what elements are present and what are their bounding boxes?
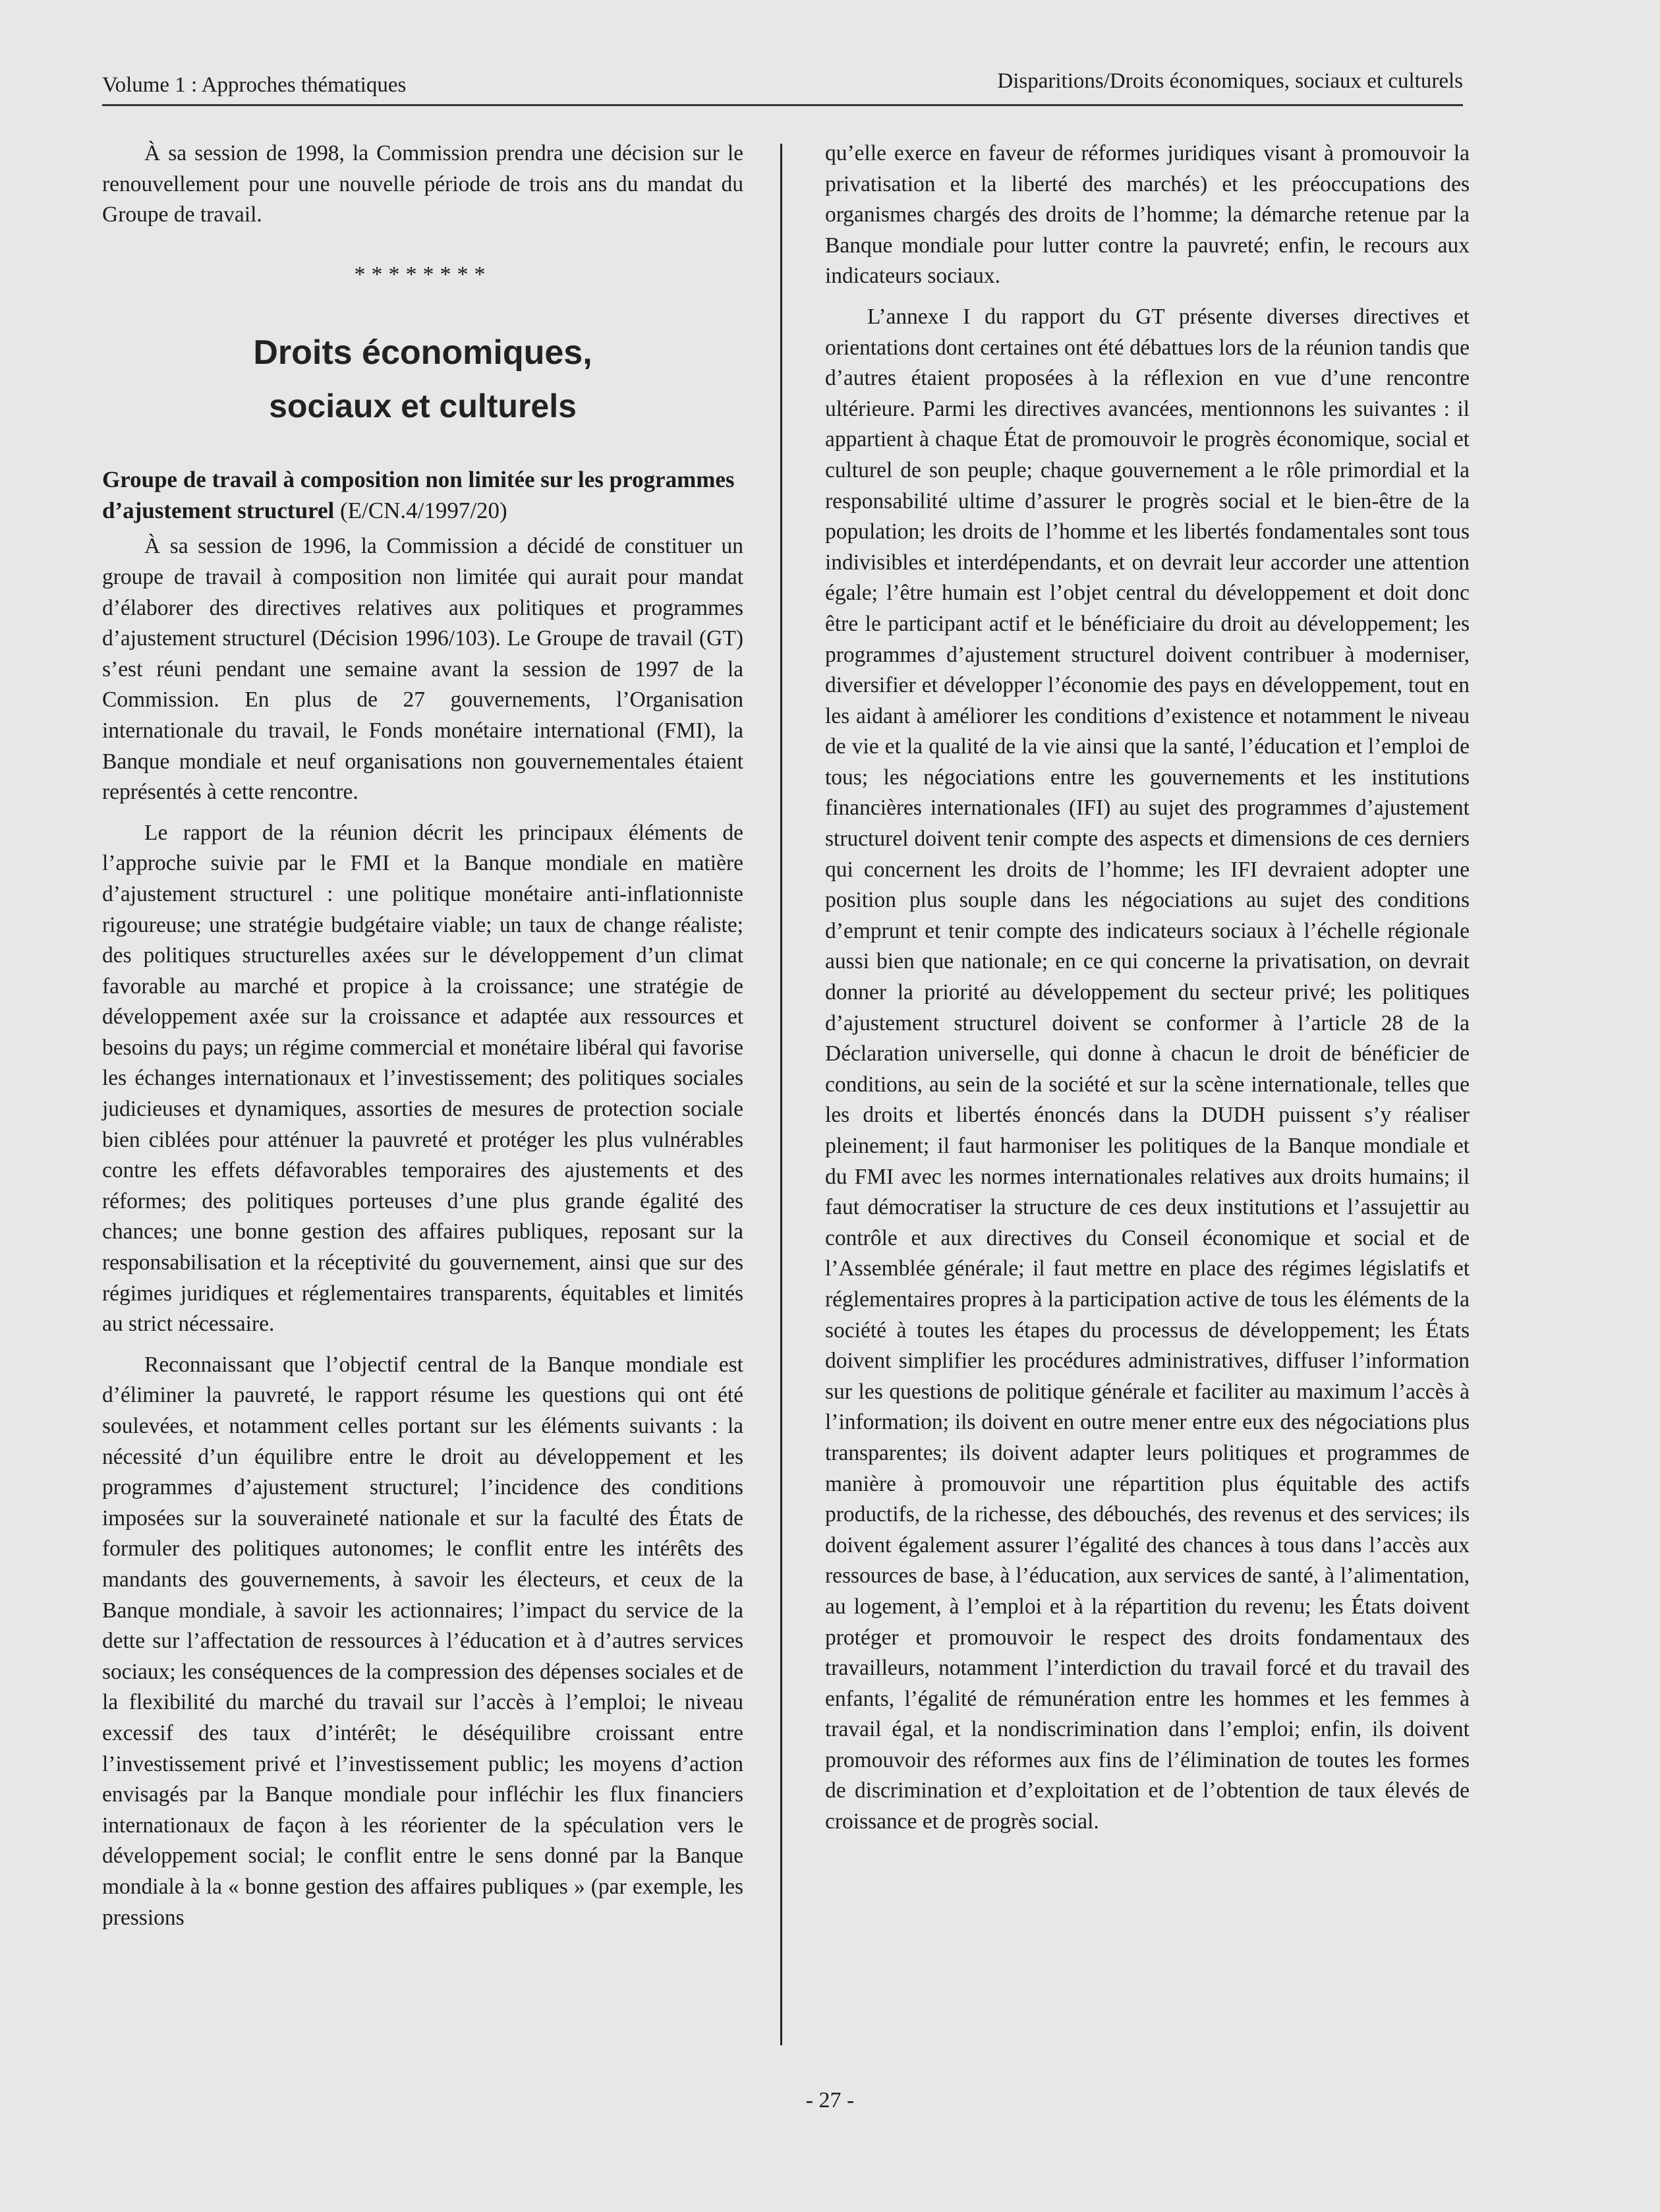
section-title-line-2: sociaux et culturels	[269, 388, 577, 425]
body-paragraph: Reconnaissant que l’objectif central de la Banque mondiale est d’éliminer la pauvreté, le rapport résume les questions qui ont été soulevées, et notamment celles portant sur les éléments suivants : la nécessité d’un équilibre entre le droit au développement et les programmes d’ajustement structurel; l’incidence des conditions imposées sur la souveraineté nationale et sur la faculté des États de formuler des politiques autonomes; le conflit entre les intérêts des mandants des gouvernements, à savoir les électeurs, et ceux de la Banque mondiale, à savoir les actionnaires; l’impact du service de la dette sur l’affectation de ressources à l’éducation et à d’autres services sociaux; les conséquences de la compression des dépenses sociales et de la flexibilité du marché du travail sur l’accès à l’emploi; le niveau excessif des taux d’intérêt; le déséquilibre croissant entre l’investissement privé et l’investissement public; les moyens d’action envisagés par la Banque mondiale pour infléchir les flux financiers internationaux de façon à les réorienter de la spéculation vers le développement social; le conflit entre le sens donné par la Banque mondiale à la « bonne gestion des affaires publiques » (par exemple, les pressions	[102, 1352, 743, 1930]
header-volume-title: Volume 1 : Approches thématiques	[102, 73, 407, 97]
intro-paragraph: À sa session de 1998, la Commission prendra une décision sur le renouvellement pour une nouvelle période de trois ans du mandat du Groupe de travail.	[102, 141, 743, 227]
body-paragraph: L’annexe I du rapport du GT présente diverses directives et orientations dont certaines ont été débattues lors de la réunion tandis que d’autres étaient proposées à la réflexion en vue d’une rencontre ultérieure. Parmi les directives avancées, mentionnons les suivantes : il appartient à chaque État de promouvoir le progrès économique, social et culturel de son peuple; chaque gouvernement a le rôle primordial et la responsabilité ultime d’assurer le progrès social et le bien-être de la population; les droits de l’homme et les libertés fondamentales sont tous indivisibles et interdépendants, et on devrait leur accorder une attention égale; l’être humain est l’objet central du développement et doit donc être le participant actif et le bénéficiaire du droit au développement; les programmes d’ajustement structurel doivent contribuer à moderniser, diversifier et développer l’économie des pays en développement, tout en les aidant à améliorer les conditions d’existence et notamment le niveau de vie et la qualité de la vie ainsi que la santé, l’éducation et l’emploi de tous; les négociations entre les gouvernements et les institutions financières internationales (IFI) au sujet des programmes d’ajustement structurel doivent tenir compte des aspects et dimensions de ces derniers qui concernent les droits de l’homme; les IFI devraient adopter une position plus souple dans les négociations au sujet des conditions d’emprunt et tenir compte des indicateurs sociaux à l’échelle régionale aussi bien que nationale; en ce qui concerne la privatisation, on devrait donner la priorité au développement du secteur privé; les politiques d’ajustement structurel doivent se conformer à l’article 28 de la Déclaration universelle, qui donne à chacun le droit de bénéficier de conditions, au sein de la société et sur la scène internationale, telles que les droits et libertés énoncés dans la DUDH puissent s’y réaliser pleinement; il faut harmoniser les politiques de la Banque mondiale et du FMI avec les normes internationales relatives aux droits humains; il faut démocratiser la structure de ces deux institutions et l’assujettir au contrôle et aux directives du Conseil économique et social et de l’Assemblée générale; il faut mettre en place des régimes législatifs et réglementaires propres à la participation active de tous les éléments de la société à toutes les étapes du processus de développement; les États doivent simplifier les procédures administratives, diffuser l’information sur les questions de politique générale et faciliter au maximum l’accès à l’information; ils doivent en outre mener entre eux des négociations plus transparentes; ils doivent adapter leurs politiques et programmes de manière à promouvoir une répartition plus équitable des actifs productifs, de la richesse, des débouchés, des revenus et des services; ils doivent également assurer l’égalité des chances à tous dans l’accès aux ressources de base, à l’éducation, aux services de santé, à l’alimentation, au logement, à l’emploi et à la répartition du revenu; les États doivent protéger et promouvoir le respect des droits fondamentaux des travailleurs, notamment l’interdiction du travail forcé et du travail des enfants, l’égalité de rémunération entre les hommes et les femmes à travail égal, et la nondiscrimination dans l’emploi; enfin, ils doivent promouvoir des réformes aux fins de l’élimination de toutes les formes de discrimination et d’exploitation et de l’obtention de taux élevés de croissance et de progrès social.	[825, 304, 1470, 1834]
right-column	[825, 138, 1470, 1848]
subheading-text: Groupe de travail à composition non limitée sur les programmes d’ajustement structurel	[102, 467, 735, 524]
body-paragraph: À sa session de 1996, la Commission a décidé de constituer un groupe de travail à composition non limitée qui aurait pour mandat d’élaborer des directives relatives aux politiques et programmes d’ajustement structurel (Décision 1996/103). Le Groupe de travail (GT) s’est réuni pendant une semaine avant la session de 1997 de la Commission. En plus de 27 gouvernements, l’Organisation internationale du travail, le Fonds monétaire international (FMI), la Banque mondiale et neuf organisations non gouvernementales étaient représentés à cette rencontre.	[102, 534, 743, 805]
subheading	[102, 464, 743, 526]
running-header	[102, 66, 1463, 106]
section-separator: ********	[354, 262, 492, 287]
body-paragraph: Le rapport de la réunion décrit les principaux éléments de l’approche suivie par le FMI et la Banque mondiale en matière d’ajustement structurel : une politique monétaire anti-inflationniste rigoureuse; une stratégie budgétaire viable; un taux de change réaliste; des politiques structurelles axées sur le développement d’un climat favorable au marché et propice à la croissance; une stratégie de développement axée sur la croissance et adaptée aux ressources et besoins du pays; un régime commercial et monétaire libéral qui favorise les échanges internationaux et l’investissement; des politiques sociales judicieuses et dynamiques, assorties de mesures de protection sociale bien ciblées pour atténuer la pauvreté et protéger les plus vulnérables contre les effets défavorables temporaires des ajustements et des réformes; des politiques porteuses d’une plus grande égalité des chances; une bonne gestion des affaires publiques, reposant sur la responsabilisation et la réceptivité du gouvernement, ainsi que sur des régimes juridiques et réglementaires transparents, équitables et limités au strict nécessaire.	[102, 820, 743, 1337]
section-title-line-1: Droits économiques,	[253, 334, 592, 372]
section-title	[102, 326, 743, 432]
subheading-reference: (E/CN.4/1997/20)	[339, 498, 507, 524]
header-chapter-title: Disparitions/Droits économiques, sociaux et culturels	[997, 69, 1463, 93]
column-divider	[780, 144, 782, 2045]
body-paragraph-continued: qu’elle exerce en faveur de réformes juridiques visant à promouvoir la privatisation et la liberté des marchés) et les préoccupations des organismes chargés des droits de l’homme; la démarche retenue par la Banque mondiale pour lutter contre la pauvreté; enfin, le recours aux indicateurs sociaux.	[825, 141, 1470, 289]
page-number: - 27 -	[805, 2088, 855, 2112]
left-column	[102, 138, 743, 1943]
